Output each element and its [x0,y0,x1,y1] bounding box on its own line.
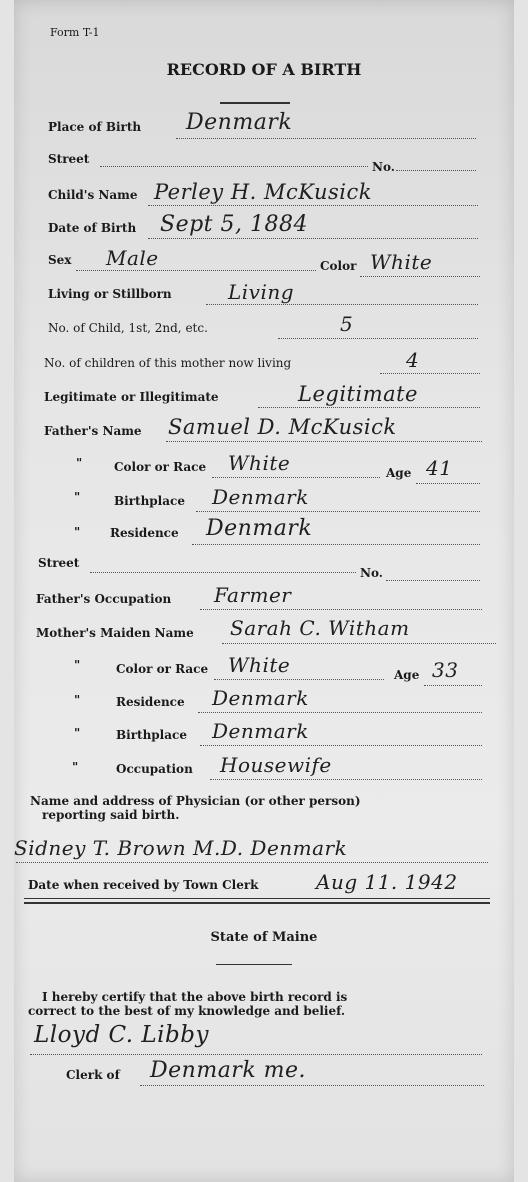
mother-occupation-label: Occupation [116,762,193,776]
father-birthplace-line [196,511,480,512]
ditto-mark: " [74,525,81,539]
ditto-mark: " [72,760,79,774]
mother-birthplace-line [200,745,482,746]
mother-residence-line [198,712,482,713]
father-age-value: 41 [426,456,453,480]
certification-line-1: I hereby certify that the above birth record is [42,990,348,1004]
sex-line [76,270,316,271]
physician-label [30,794,500,822]
children-living-value: 4 [406,348,420,372]
father-residence-value: Denmark [206,516,313,541]
mother-residence-label: Residence [116,695,185,709]
legitimate-label: Legitimate or Illegitimate [44,390,219,404]
form-number: Form T-1 [50,26,100,39]
sex-label: Sex [48,253,72,267]
birth-record-form [14,0,514,1182]
ditto-mark: " [74,490,81,504]
father-color-line [212,477,380,478]
mother-color-line [214,679,384,680]
father-age-label: Age [386,466,412,480]
color-label: Color [320,259,357,273]
physician-label-line-1: Name and address of Physician (or other person) [30,794,361,808]
form-title: RECORD OF A BIRTH [166,60,362,79]
ditto-mark: " [74,726,81,740]
date-of-birth-label: Date of Birth [48,221,137,235]
street-no-label: No. [360,566,383,580]
street-line [90,572,356,573]
legitimate-value: Legitimate [298,382,418,406]
father-occupation-label: Father's Occupation [36,592,172,606]
physician-line [16,862,488,863]
state-underline [216,964,292,965]
father-color-label: Color or Race [114,460,207,474]
color-line [360,276,480,277]
sex-value: Male [106,246,159,270]
clerk-of-line [140,1085,484,1086]
childs-name-value: Perley H. McKusick [154,180,372,204]
child-number-label: No. of Child, 1st, 2nd, etc. [48,321,208,335]
mother-color-value: White [228,653,291,677]
certification-text [28,990,500,1018]
clerk-of-label: Clerk of [66,1068,120,1082]
legitimate-line [258,407,480,408]
child-number-value: 5 [340,312,354,336]
mother-occupation-line [210,779,482,780]
color-value: White [370,250,433,274]
father-occupation-line [200,609,482,610]
title-underline [220,102,290,104]
double-rule [24,902,490,904]
mother-color-label: Color or Race [116,662,209,676]
mother-age-line [424,685,482,686]
mother-birthplace-value: Denmark [212,719,309,743]
children-living-label: No. of children of this mother now living [44,356,292,370]
father-residence-line [192,544,480,545]
clerk-signature: Lloyd C. Libby [34,1022,209,1048]
place-of-birth-label: Place of Birth [48,120,142,134]
childs-name-line [148,205,478,206]
physician-label-line-2: reporting said birth. [42,808,180,822]
street-no-line [396,170,476,171]
certification-line-2: correct to the best of my knowledge and belief. [28,1004,346,1018]
living-label: Living or Stillborn [48,287,172,301]
received-value: Aug 11. 1942 [316,870,458,894]
mother-residence-value: Denmark [212,686,309,710]
childs-name-label: Child's Name [48,188,138,202]
street-line [100,166,368,167]
father-birthplace-value: Denmark [212,485,309,509]
ditto-mark: " [76,456,83,470]
mother-age-label: Age [394,668,420,682]
place-of-birth-line [176,138,476,139]
father-color-value: White [228,451,291,475]
street-label: Street [48,152,90,166]
mother-birthplace-label: Birthplace [116,728,187,742]
physician-value: Sidney T. Brown M.D. Denmark [14,836,348,860]
clerk-of-value: Denmark me. [150,1058,307,1083]
living-line [206,304,478,305]
fathers-name-label: Father's Name [44,424,142,438]
fathers-name-value: Samuel D. McKusick [168,415,397,439]
mother-age-value: 33 [432,658,459,682]
father-residence-label: Residence [110,526,179,540]
ditto-mark: " [74,658,81,672]
street-label: Street [38,556,80,570]
father-age-line [416,483,480,484]
signature-line [30,1054,482,1055]
living-value: Living [228,280,295,304]
father-birthplace-label: Birthplace [114,494,185,508]
date-of-birth-value: Sept 5, 1884 [160,212,308,237]
date-of-birth-line [148,238,478,239]
state-heading: State of Maine [210,930,318,945]
received-label: Date when received by Town Clerk [28,878,259,892]
mothers-name-label: Mother's Maiden Name [36,626,194,640]
child-number-line [278,338,478,339]
mother-occupation-value: Housewife [220,753,332,777]
street-no-label: No. [372,160,395,174]
place-of-birth-value: Denmark [186,110,293,135]
children-living-line [380,373,480,374]
mothers-name-line [222,643,496,644]
father-occupation-value: Farmer [214,583,292,607]
street-no-line [386,580,480,581]
fathers-name-line [166,441,482,442]
double-rule [24,898,490,899]
mothers-name-value: Sarah C. Witham [230,616,410,640]
ditto-mark: " [74,693,81,707]
